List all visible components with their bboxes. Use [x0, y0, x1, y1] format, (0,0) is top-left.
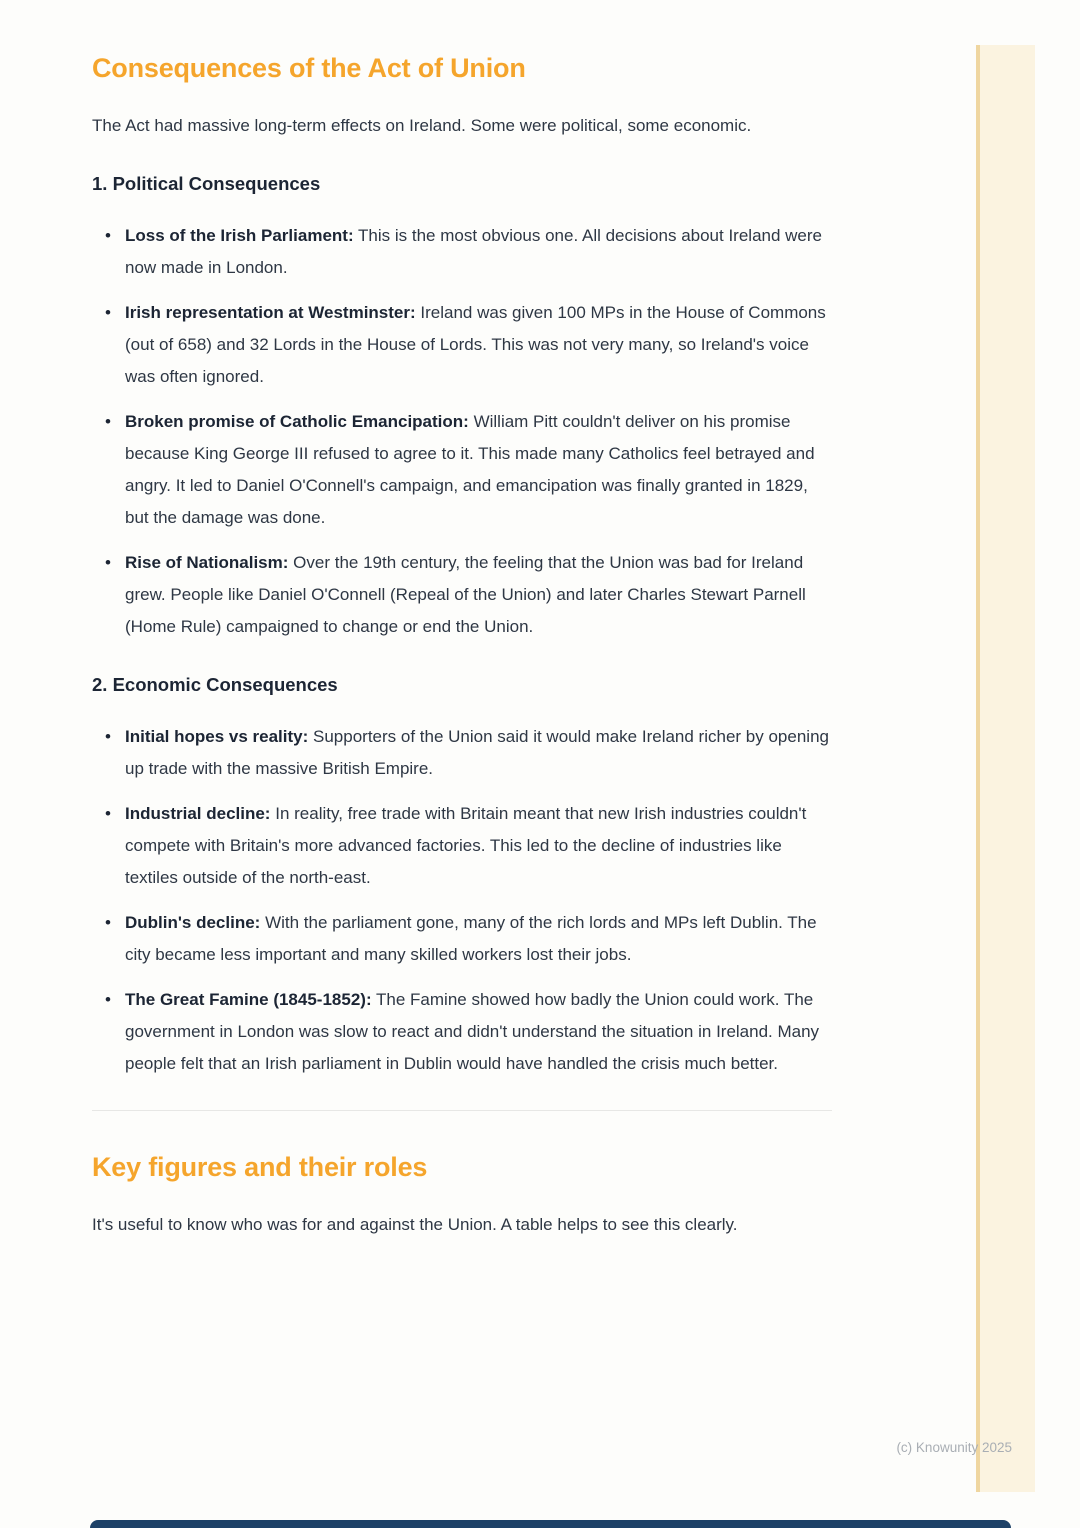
bullet-lead: Loss of the Irish Parliament:: [125, 226, 354, 245]
heading-consequences-of-act-of-union: Consequences of the Act of Union: [92, 53, 526, 83]
list-item-industrial-decline: [92, 798, 832, 894]
list-item-dublins-decline: [92, 907, 832, 971]
list-item-initial-hopes: [92, 721, 832, 785]
bullet-lead: Irish representation at Westminster:: [125, 303, 416, 322]
intro-paragraph-key-figures: It's useful to know who was for and against the Union. A table helps to see this clearly.: [92, 1215, 738, 1234]
intro-paragraph-consequences: The Act had massive long-term effects on Ireland. Some were political, some economic.: [92, 116, 752, 135]
bullet-text: Over the 19th century, the feeling that the Union was bad for Ireland grew. People like Daniel O'Connell (Repeal of the Union) and later Charles Stewart Parnell (Home Rule) campaigned to change or end the Union.: [125, 553, 806, 636]
bullet-text: With the parliament gone, many of the rich lords and MPs left Dublin. The city became less important and many skilled workers lost their jobs.: [125, 913, 817, 964]
bullet-lead: Initial hopes vs reality:: [125, 727, 309, 746]
bullet-lead: The Great Famine (1845-1852):: [125, 990, 372, 1009]
list-item-great-famine: [92, 984, 832, 1080]
bullet-lead: Dublin's decline:: [125, 913, 261, 932]
list-item-irish-representation: [92, 297, 832, 393]
bullet-text: The Famine showed how badly the Union could work. The government in London was slow to react and didn't understand the situation in Ireland. Many people felt that an Irish parliament in Dublin would have handled the crisis much better.: [125, 990, 820, 1073]
heading-key-figures: Key figures and their roles: [92, 1152, 428, 1182]
list-item-broken-promise: [92, 406, 832, 534]
bullet-text: In reality, free trade with Britain meant that new Irish industries couldn't compete with Britain's more advanced factories. This led to the decline of industries like textiles outside of the north-east.: [125, 804, 807, 887]
list-item-rise-of-nationalism: [92, 547, 832, 643]
list-item-loss-of-parliament: [92, 220, 832, 284]
subheading-political-consequences: 1. Political Consequences: [92, 173, 321, 194]
economic-consequences-list: [92, 721, 832, 1080]
bullet-text: Ireland was given 100 MPs in the House of Commons (out of 658) and 32 Lords in the House of Lords. This was not very many, so Ireland's voice was often ignored.: [125, 303, 826, 386]
bullet-text: This is the most obvious one. All decisions about Ireland were now made in London.: [125, 226, 823, 277]
bullet-text: William Pitt couldn't deliver on his promise because King George III refused to agree to it. This made many Catholics feel betrayed and angry. It led to Daniel O'Connell's campaign, and emancipation was finally granted in 1829, but the damage was done.: [125, 412, 815, 527]
bullet-text: Supporters of the Union said it would make Ireland richer by opening up trade with the massive British Empire.: [125, 727, 829, 778]
political-consequences-list: [92, 220, 832, 643]
page-margin-stripe: [976, 45, 1035, 1492]
section-divider: [92, 1110, 832, 1111]
subheading-economic-consequences: 2. Economic Consequences: [92, 674, 338, 695]
document-content: [92, 0, 832, 1269]
bullet-lead: Industrial decline:: [125, 804, 271, 823]
bullet-lead: Rise of Nationalism:: [125, 553, 289, 572]
next-table-header-edge: [90, 1520, 1011, 1528]
copyright-watermark: (c) Knowunity 2025: [896, 1440, 1012, 1455]
bullet-lead: Broken promise of Catholic Emancipation:: [125, 412, 469, 431]
